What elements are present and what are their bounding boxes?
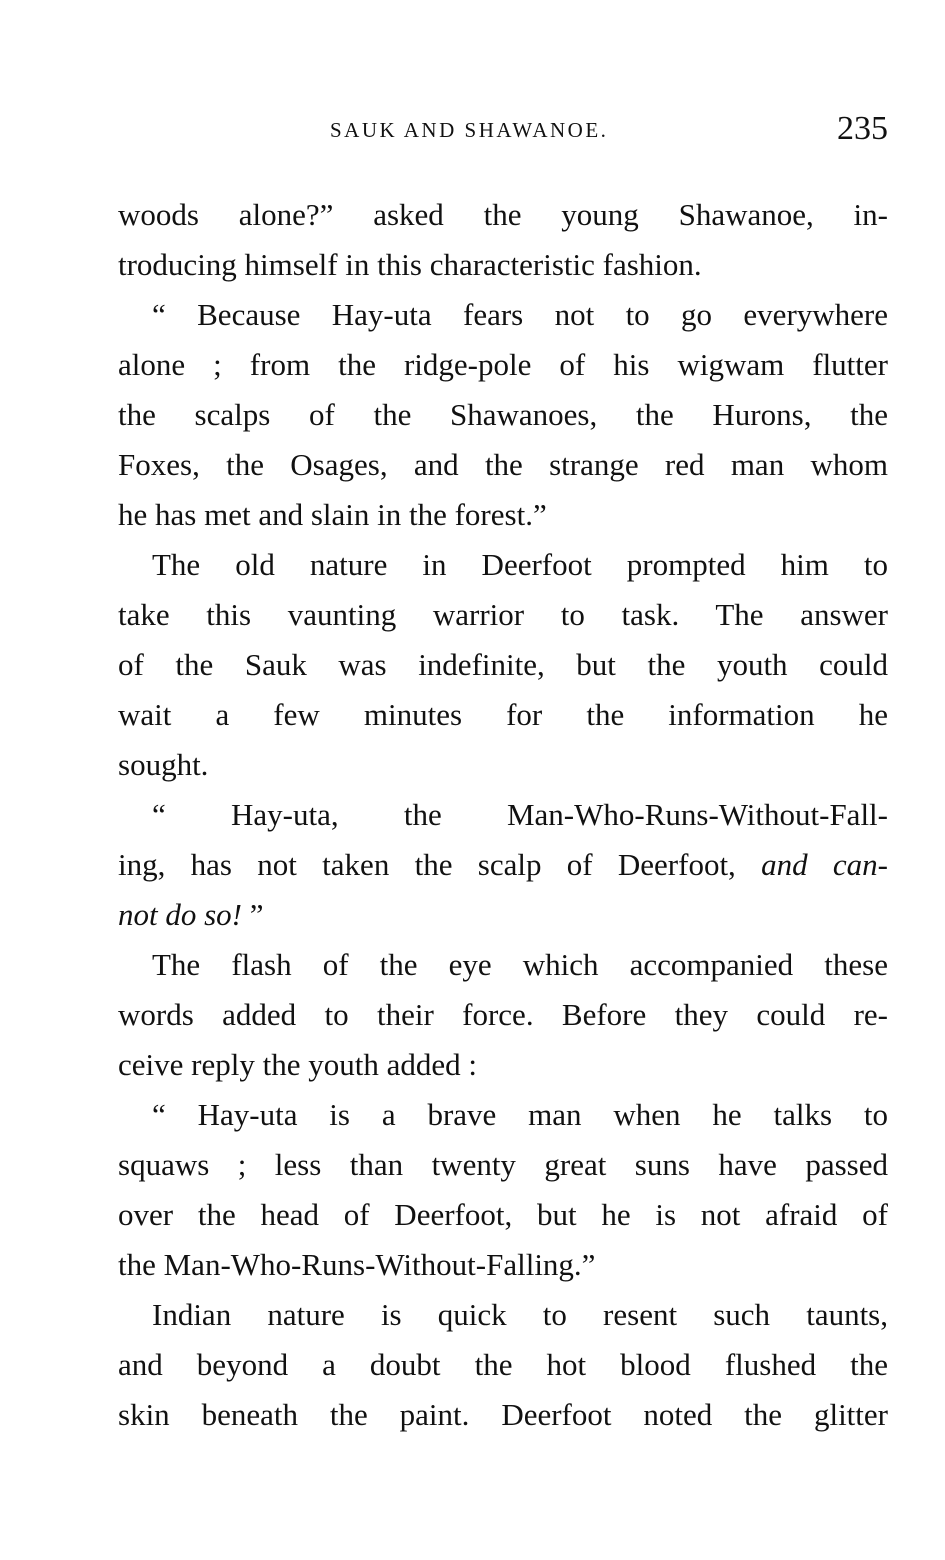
- text-line: not do so! ”: [118, 897, 264, 932]
- text-line: wait a few minutes for the information he: [118, 697, 888, 732]
- text-line: The old nature in Deerfoot prompted him to: [152, 547, 888, 582]
- text-line: over the head of Deerfoot, but he is not afraid of: [118, 1197, 888, 1232]
- text-line: squaws ; less than twenty great suns have passed: [118, 1147, 888, 1182]
- italic-text: not do so!: [118, 897, 242, 932]
- text-line: take this vaunting warrior to task. The answer: [118, 597, 888, 632]
- text-line: words added to their force. Before they could re-: [118, 997, 888, 1032]
- text-line: and beyond a doubt the hot blood flushed the: [118, 1347, 888, 1382]
- text-line: “ Hay-uta is a brave man when he talks to: [152, 1097, 888, 1132]
- text-line: skin beneath the paint. Deerfoot noted the glitter: [118, 1397, 888, 1432]
- text-line: alone ; from the ridge-pole of his wigwam flutter: [118, 347, 888, 382]
- page-number: 235: [837, 110, 888, 147]
- text-line: of the Sauk was indefinite, but the youth could: [118, 647, 888, 682]
- text-line: the Man-Who-Runs-Without-Falling.”: [118, 1247, 596, 1282]
- text-line: “ Because Hay-uta fears not to go everywhere: [152, 297, 888, 332]
- text-line: “ Hay-uta, the Man-Who-Runs-Without-Fall-: [152, 797, 888, 832]
- italic-text: and can-: [761, 847, 888, 882]
- text-line: Foxes, the Osages, and the strange red man whom: [118, 447, 888, 482]
- text-line: troducing himself in this characteristic fashion.: [118, 247, 702, 282]
- text-line: the scalps of the Shawanoes, the Hurons, the: [118, 397, 888, 432]
- text-line: ing, has not taken the scalp of Deerfoot, and can-: [118, 847, 888, 882]
- text-line: The flash of the eye which accompanied these: [152, 947, 888, 982]
- text-line: ceive reply the youth added :: [118, 1047, 477, 1082]
- text-line: sought.: [118, 747, 209, 782]
- body-text: [118, 190, 888, 1440]
- text-line: Indian nature is quick to resent such taunts,: [152, 1297, 888, 1332]
- running-title: SAUK AND SHAWANOE.: [330, 118, 609, 142]
- running-head: [118, 110, 888, 154]
- text-line: woods alone?” asked the young Shawanoe, in-: [118, 197, 888, 232]
- text-line: he has met and slain in the forest.”: [118, 497, 547, 532]
